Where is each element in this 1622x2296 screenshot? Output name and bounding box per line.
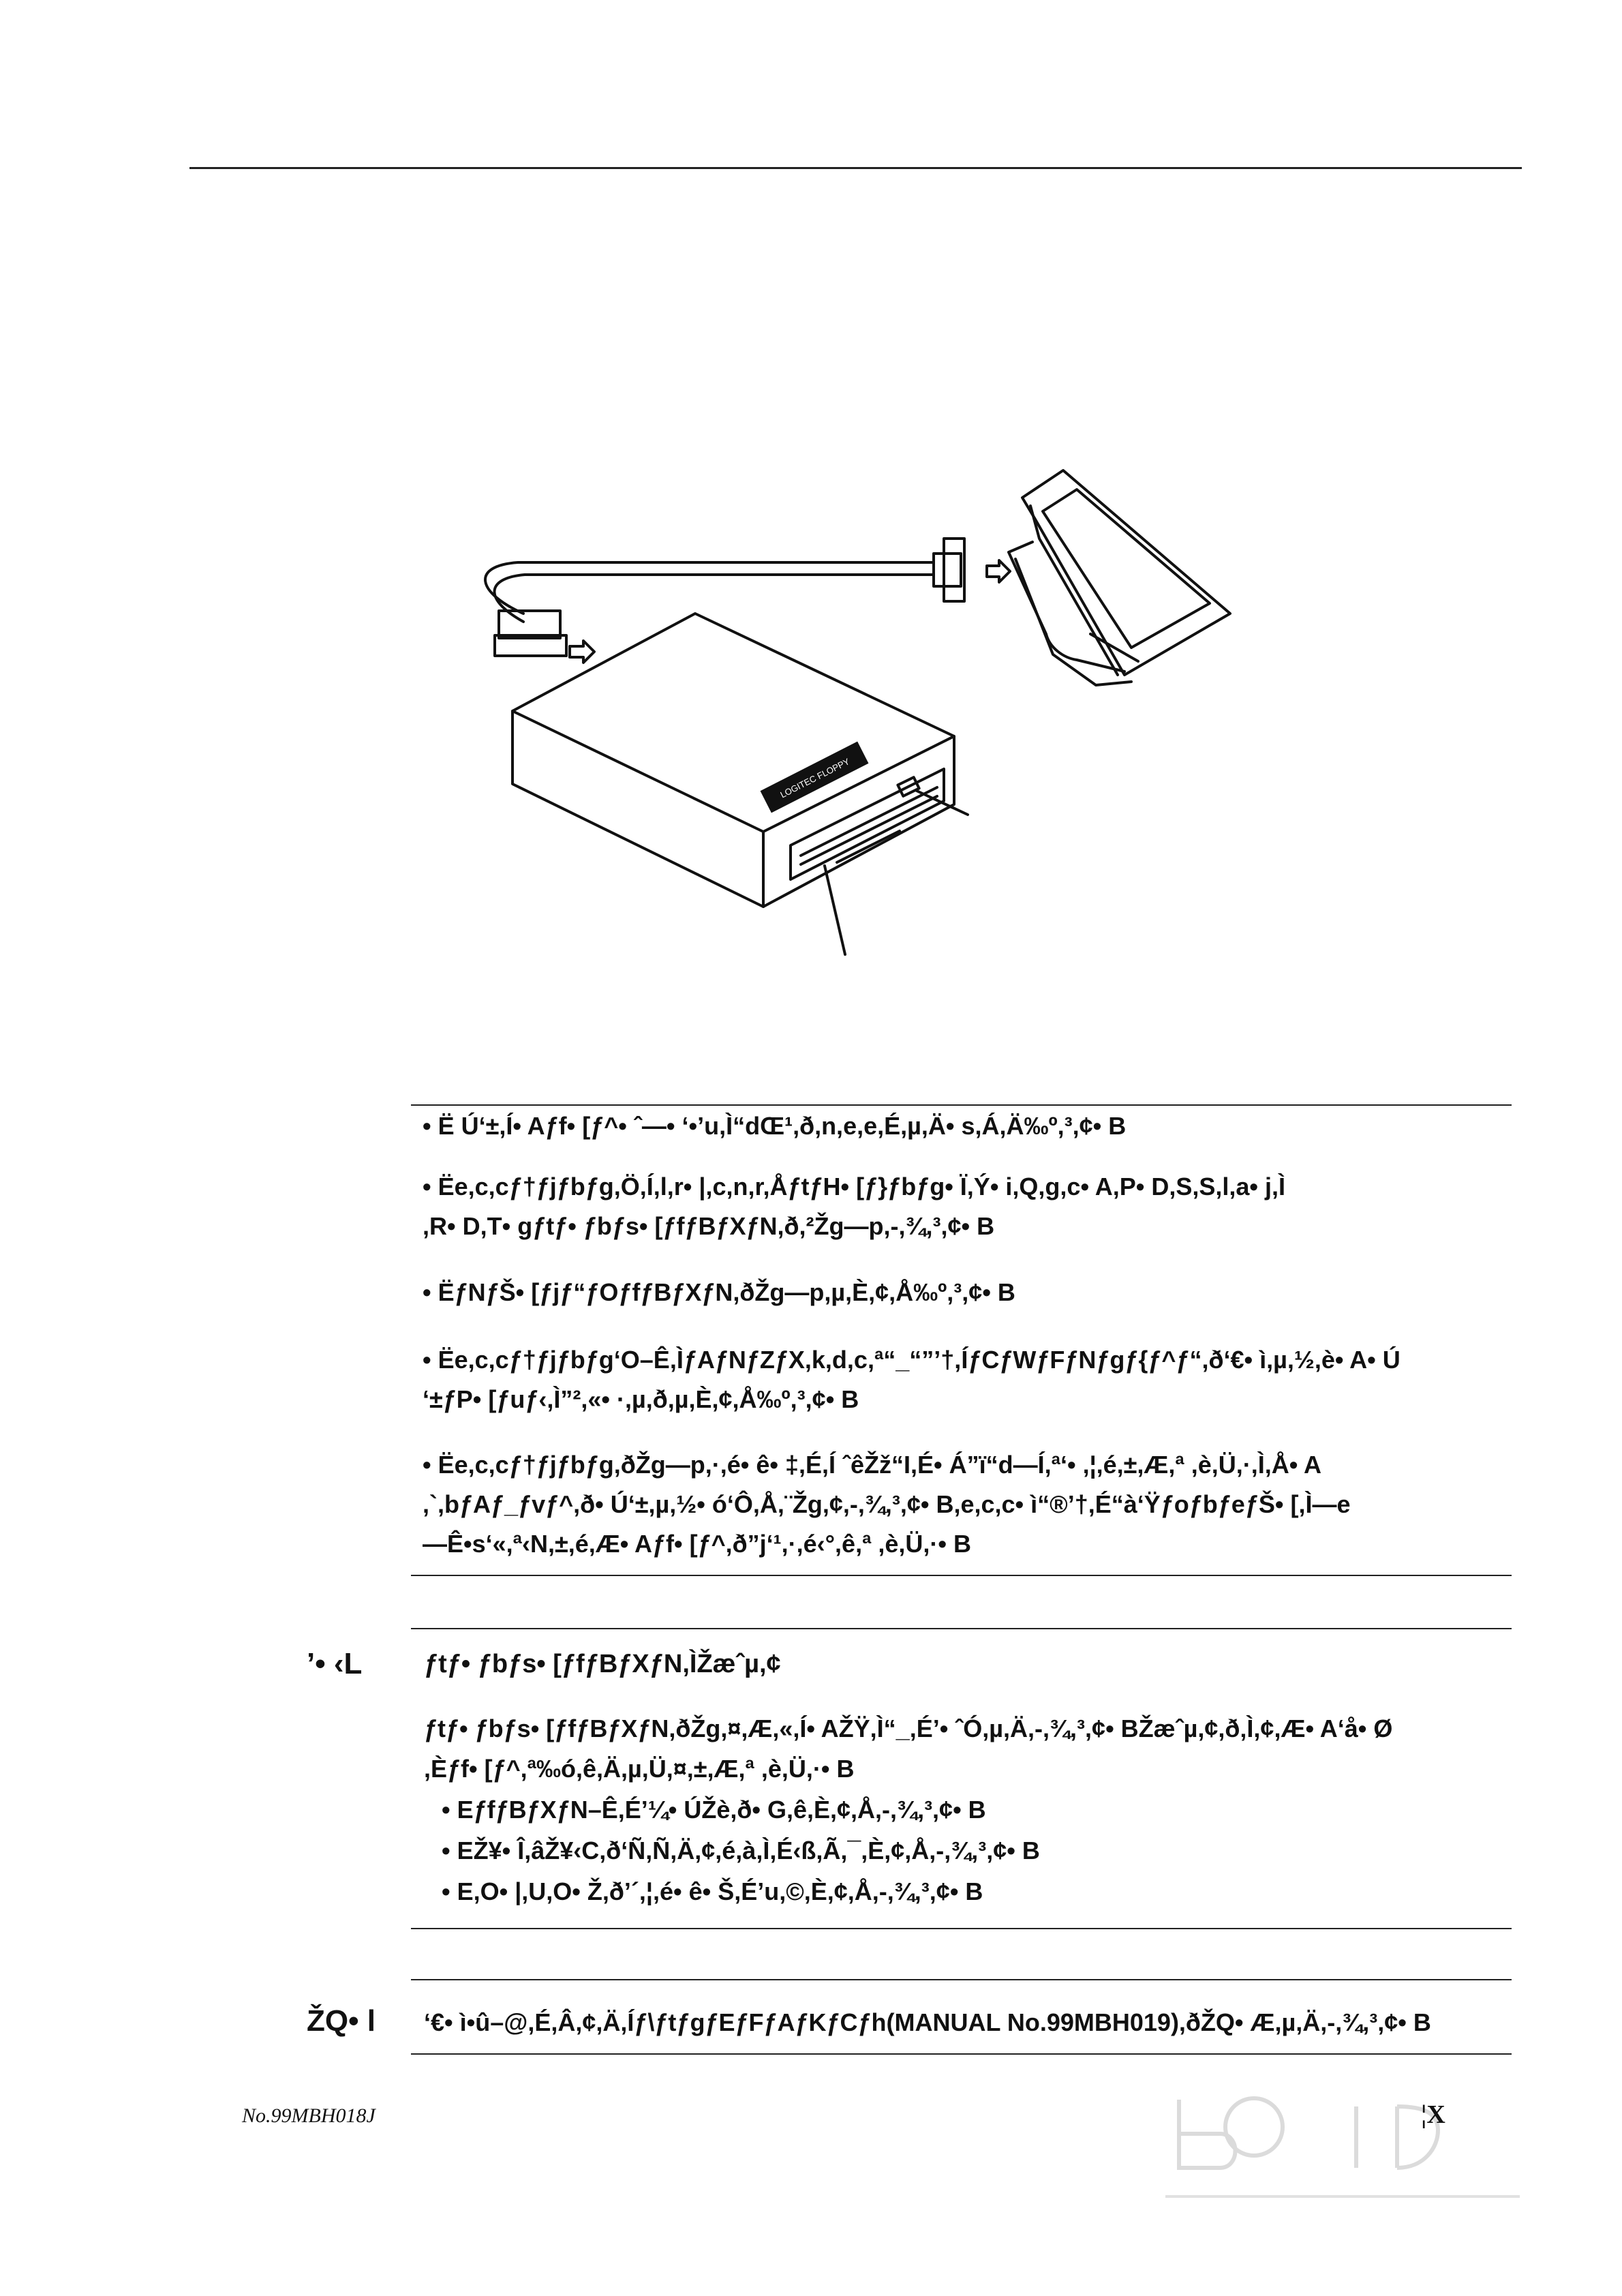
document-number: No.99MBH018J <box>242 2104 376 2127</box>
reference-label: ŽQ• l <box>307 2004 376 2038</box>
cable <box>485 562 934 614</box>
arrow-icon <box>570 641 594 663</box>
pc-illustration <box>1022 470 1230 675</box>
section-rule <box>411 1928 1512 1929</box>
watermark-logo <box>1152 2066 1533 2243</box>
reference-text: ‘€• ì•û–@,É,Â,¢,Ä,Íƒ\ƒtƒgƒEƒFƒAƒKƒCƒh(MANUAL No.99MBH019),ðŽQ• Æ,µ,Ä,-,¾,³,¢• B <box>424 2008 1431 2036</box>
caution-item: • Ëe,c,cƒ†ƒjƒbƒg‘O–Ê,ÌƒAƒNƒZƒX,k,d,c,ª“_“”’†,ÍƒCƒWƒFƒNƒgƒ{ƒ^ƒ“,ð‘€• ì,µ,½,è• A• Ú <box>423 1346 1401 1374</box>
cable-connector-right <box>934 554 961 586</box>
section-body-line: ,Èƒf• [ƒ^,ª‰ó,ê,Ä,µ,Ü,¤,±,Æ,ª ,è,Ü,·• B <box>424 1755 855 1783</box>
caution-item: • Ë Ú‘±,Í• Aƒf• [ƒ^• ˆ—• ‘•’u,Ì“dŒ¹,ð,n,e,e,É,µ,Ä• s,Á,Ä‰º,³,¢• B <box>423 1112 1127 1140</box>
caution-item: ,R• D,T• gƒtƒ• ƒbƒs• [ƒfƒBƒXƒN,ð,²Žg—p,-,¾,³,¢• B <box>423 1212 995 1240</box>
caution-item: ,`,bƒAƒ_ƒvƒ^,ð• Ú‘±,µ,½• ó‘Ô,Å,¨Žg,¢,-,¾,³,¢• B,e,c,c• ì“®’†,É“à‘ŸƒoƒbƒeƒŠ• [,Ì—e <box>423 1490 1351 1518</box>
section-rule <box>411 2053 1512 2055</box>
caution-item: • Ëe,c,cƒ†ƒjƒbƒg,Ö,Í,l,r• |,c,n,r,ÅƒtƒH• [ƒ}ƒbƒg• Ï,Ý• i,Q,g,c• A,P• D,S,S,l,a• j,Ì <box>423 1173 1285 1200</box>
section-rule <box>411 1628 1512 1629</box>
caution-item: • ËƒNƒŠ• [ƒjƒ“ƒOƒfƒBƒXƒN,ðŽg—p,µ,È,¢,Å‰º,³,¢• B <box>423 1278 1015 1306</box>
section-bullet: • EƒfƒBƒXƒN–Ê,É’¼• ÚŽè,ð• G,ê,È,¢,Å,-,¾,³,¢• B <box>442 1796 986 1824</box>
page-number: ¦X <box>1421 2100 1445 2129</box>
section-rule <box>411 1104 1512 1106</box>
section-title: ƒtƒ• ƒbƒs• [ƒfƒBƒXƒN,ÌŽæˆµ,¢ <box>424 1650 781 1678</box>
section-bullet: • E,O• |,U,O• Ž,ð’´,¦,é• ê• Š,É’u,©,È,¢,Å,-,¾,³,¢• B <box>442 1877 983 1905</box>
section-body-line: ƒtƒ• ƒbƒs• [ƒfƒBƒXƒN,ðŽg,¤,Æ,«,Í• AŽŸ,Ì“_,É’• ˆÓ,µ,Ä,-,¾,³,¢• BŽæˆµ,¢,ð‚Ì,¢,Æ• A‘å• Ø <box>424 1715 1393 1742</box>
caution-item: —Ê•s‘«,ª‹N,±,é,Æ• Aƒf• [ƒ^,ð”j‘¹,·,é‹°,ê,ª ,è,Ü,·• B <box>423 1530 972 1558</box>
drive-label: LOGITEC FLOPPY <box>778 756 851 800</box>
section-bullet: • EŽ¥• Î,âŽ¥‹C,ð‘Ñ,Ñ,Ä,¢,é,à,Ì,É‹ß,Ã,¯,È,¢,Å,-,¾,³,¢• B <box>442 1837 1040 1864</box>
caution-item: ‘±ƒP• [ƒuƒ‹,Ì”²,«• ·,µ,ð,µ,È,¢,Å‰º,³,¢• B <box>423 1385 859 1413</box>
disk-slot <box>837 831 900 862</box>
section-rule <box>411 1979 1512 1980</box>
fdd-connection-illustration <box>0 0 1622 1023</box>
caution-item: • Ëe,c,cƒ†ƒjƒbƒg,ðŽg—p,·,é• ê• ‡,É,Í ˆêŽž“I,É• Á”ï“d—Í,ª‘• ,¦,é,±,Æ,ª ,è,Ü,·,Ì,Å• A <box>423 1451 1322 1479</box>
note-label: ’• ‹L <box>307 1647 363 1680</box>
section-rule <box>411 1575 1512 1576</box>
arrow-icon <box>987 560 1010 582</box>
